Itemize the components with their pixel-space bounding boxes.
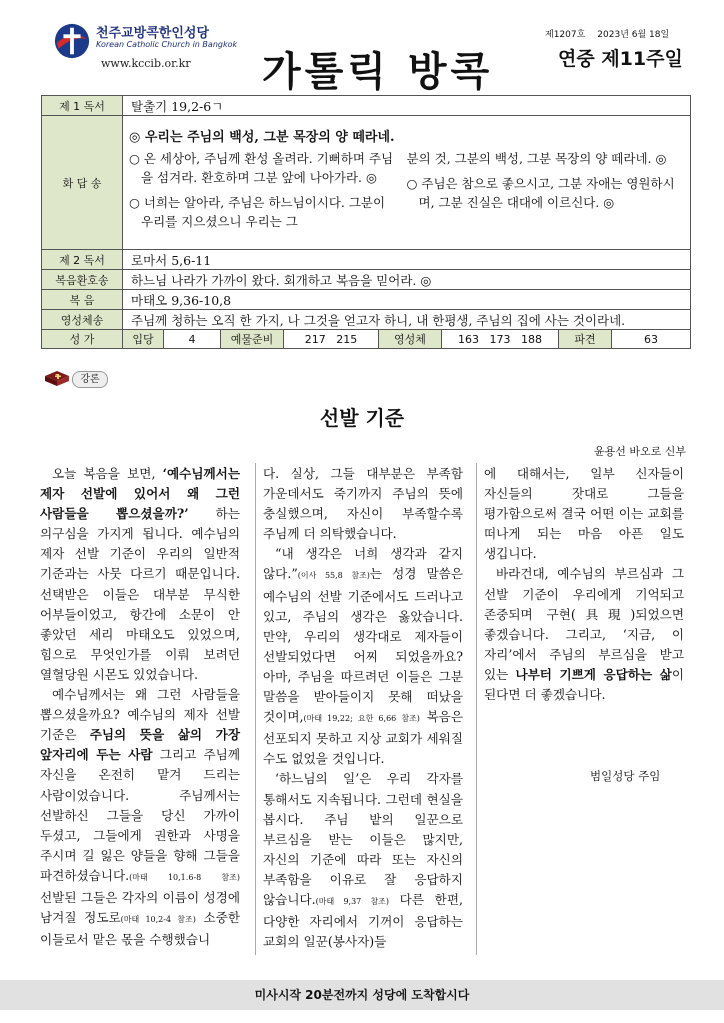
column-divider — [476, 463, 477, 955]
gospel-value: 마태오 9,36-10,8 — [123, 290, 691, 310]
footer-notice: 미사시작 20분전까지 성당에 도착합시다 — [0, 980, 724, 1010]
entrance-song-label: 입당 — [123, 330, 164, 348]
psalm-label: 화 답 송 — [42, 116, 123, 250]
psalm-refrain: ◎ 우리는 주님의 백성, 그분 목장의 양 떼라네. — [129, 129, 395, 145]
dismissal-song-label: 파견 — [559, 330, 612, 348]
sermon-title: 선발 기준 — [319, 406, 405, 430]
sermon-author: 윤용선 바오로 신부 — [593, 445, 686, 458]
psalm-right-column — [407, 149, 685, 237]
dismissal-song-number: 63 — [644, 332, 658, 346]
church-name-en: Korean Catholic Church in Bangkok — [96, 40, 238, 49]
reading1-label: 제 1 독서 — [42, 96, 123, 116]
communion-song-numbers: 163 173 188 — [442, 330, 559, 348]
author-parish: 범일성당 주임 — [590, 769, 661, 783]
psalm-verse: ○ 온 세상아, 주님께 환성 올려라. 기뻐하며 주님을 섬겨라. 환호하며 그분 앞에 나아가라. ◎ — [129, 150, 394, 185]
church-name: 천주교방콕한인성당 — [96, 26, 210, 41]
psalm-verse: 분의 것, 그분의 백성, 그분 목장의 양 떼라네. ◎ — [406, 150, 667, 166]
alleluia-value: 하느님 나라가 가까이 왔다. 회개하고 복음을 믿어라. ◎ — [123, 270, 691, 290]
alleluia-label: 복음환호송 — [42, 270, 123, 290]
website-url[interactable]: www.kccib.or.kr — [101, 57, 191, 70]
communion-antiphon-label: 영성체송 — [42, 310, 123, 330]
songs-cell — [123, 330, 691, 349]
bible-icon — [44, 370, 70, 388]
sermon-tag — [44, 370, 108, 388]
issue-line — [545, 27, 681, 40]
issue-date: 2023년 6월 18일 — [597, 30, 670, 40]
gospel-label: 복 음 — [42, 290, 123, 310]
reading2-value: 로마서 5,6-11 — [123, 250, 691, 270]
psalm-cell — [123, 116, 691, 250]
sermon-column-3: 에 대해서는, 일부 신자들이 자신들의 잣대로 그들을 평가함으로써 결국 어떤 이는 교회를 떠나게 되는 마음 아픈 일도 생깁니다. 바라건대, 예수님의 부르심과 그 선발 기준이 우리에게 기억되고 존중되며 구현(具現)되었으면 좋겠습니다. 그리고, ‘지금, 이 자리’에서 주님의 부르심을 받고 있는 나부터 기쁘게 응답하는 삶이 된다면 더 좋겠습니다. — [484, 466, 684, 703]
communion-song-label: 영성체 — [379, 330, 442, 348]
songs-label: 성 가 — [42, 330, 123, 349]
reading1-value: 탈출기 19,2-6ㄱ — [123, 96, 691, 116]
communion-antiphon-value: 주님께 청하는 오직 한 가지, 나 그것을 얻고자 하니, 내 한평생, 주님의 집에 사는 것이라네. — [123, 310, 691, 330]
psalm-verse: ○ 너희는 알아라, 주님은 하느님이시다. 그분이 우리를 지으셨으니 우리는 그 — [129, 194, 386, 229]
liturgy-table — [41, 95, 691, 349]
sermon-column-1: 오늘 복음을 보면, ‘예수님께서는 제자 선발에 있어서 왜 그런 사람들을 뽑으셨을까?’ 하는 의구심을 가지게 됩니다. 예수님의 제자 선발 기준이 우리의 일반적 기준과는 사뭇 다르기 때문입니다. 선택받은 이들은 대부분 무식한 어부들이었고, 항간에 소문이 안 좋았던 세리 마태오도 있었으며, 힘으로 무엇인가를 이뤄 보려던 열혈당원 시몬도 있었습니다. 예수님께서는 왜 그런 사람들을 뽑으셨을까요? 예수님의 제자 선발 기준은 주님의 뜻을 삶의 가장 앞자리에 두는 사람 그리고 주님께 자신을 온전히 맡겨 드리는 사람이었습니다. 주님께서는 선발하신 그들을 당신 가까이 두셨고, 그들에게 권한과 사명을 주시며 길 잃은 양들을 향해 그들을 파견하셨습니다.(마태 10,1.6-8 참조) 선발된 그들은 각자의 이름이 성경에 남겨질 정도로(마태 10,2-4 참조) 소중한 이들로서 맡은 몫을 수행했습니 — [40, 466, 241, 948]
sermon-column-2: 다. 실상, 그들 대부분은 부족함 가운데서도 죽기까지 주님의 뜻에 충실했으며, 자신이 부족할수록 주님께 더 의탁했습니다. “내 생각은 너희 생각과 같지 않다.”(이사 55,8 참조)는 성경 말씀은 예수님의 선발 기준에서도 드러나고 있고, 주님의 생각은 옳았습니다. 만약, 우리의 생각대로 제자들이 선발되었다면 어찌 되었을까요? 아마, 주님을 따르려던 이들은 그분 말씀을 받아들이지 못해 떠났을 것이며,(마태 19,22; 요한 6,66 참조) 복음은 선포되지 못하고 지상 교회가 세워질 수도 없었을 것입니다. ‘하느님의 일’은 우리 각자를 통해서도 지속됩니다. 그런데 현실을 봅시다. 주님 밭의 일꾼으로 부르심을 받는 이들은 많지만, 자신의 기준에 따라 또는 자신의 부족함을 이유로 잘 응답하지 않습니다.(마태 9,37 참조) 다른 한편, 다양한 자리에서 기꺼이 응답하는 교회의 일꾼(봉사자)들 — [263, 466, 463, 950]
psalm-left-column — [129, 149, 407, 237]
offertory-song-label: 예물준비 — [221, 330, 284, 348]
psalm-verse: ○ 주님은 참으로 좋으시고, 그분 자애는 영원하시며, 그분 진실은 대대에 이르신다. ◎ — [406, 175, 675, 210]
sermon-tag-label: 강론 — [72, 371, 108, 388]
church-logo — [53, 22, 91, 60]
liturgical-sunday: 연중 제11주일 — [558, 48, 683, 70]
offertory-song-numbers: 217 215 — [284, 330, 379, 348]
reading2-label: 제 2 독서 — [42, 250, 123, 270]
column-divider — [255, 463, 256, 955]
issue-number: 제1207호 — [545, 30, 586, 40]
entrance-song-number: 4 — [164, 330, 221, 348]
bulletin-title: 가톨릭 방콕 — [262, 49, 494, 95]
